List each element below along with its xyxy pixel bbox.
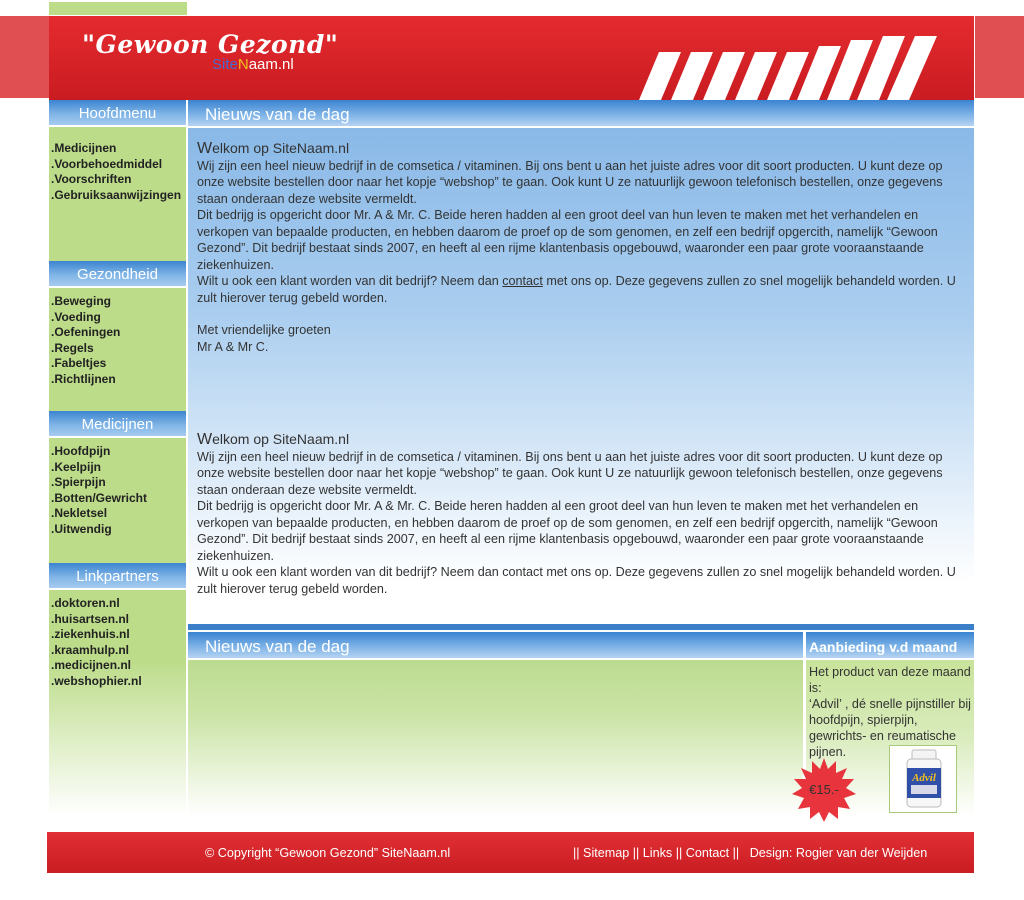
sidebar-link-medicijnen[interactable]: .medicijnen.nl bbox=[51, 658, 132, 673]
article-1-closing: Met vriendelijke groeten bbox=[197, 323, 331, 337]
sidebar-item-voorschriften[interactable]: .Voorschriften bbox=[51, 172, 132, 187]
article-1-welcome: Welkom op SiteNaam.nl bbox=[197, 140, 350, 157]
site-footer bbox=[47, 832, 974, 873]
site-name: SiteNaam.nl bbox=[212, 56, 294, 73]
svg-text:Advil: Advil bbox=[912, 772, 936, 784]
article-2-paragraph-2: Dit bedrijg is opgericht door Mr. A & Mr. C. Beide heren hadden al een groot deel van hun leven te maken met het verhandelen en verkopen van bepaalde producten, en hebben daarom de proef op de som genomen, en zelf een bedrijf opgercith, namelijk “Gewoon Gezond”. Dit bedrijf bestaat sinds 2007, en heeft al een rijme klantenbasis opgebouwd, waaronder een paar grote vooraanstaande ziekenhuizen. bbox=[197, 499, 938, 563]
sidebar-item-beweging[interactable]: .Beweging bbox=[51, 294, 112, 308]
content-divider bbox=[188, 624, 974, 630]
offer-title: Aanbieding v.d maand bbox=[806, 632, 974, 660]
header-stripes-decoration bbox=[629, 16, 969, 100]
sidebar-item-uitwendig[interactable]: .Uitwendig bbox=[51, 521, 112, 536]
sidebar-heading-medicijnen: Medicijnen bbox=[49, 411, 186, 438]
article-1 bbox=[197, 140, 967, 355]
footer-copyright: © Copyright “Gewoon Gezond” SiteNaam.nl bbox=[205, 846, 451, 860]
sidebar-link-huisartsen[interactable]: .huisartsen.nl bbox=[51, 611, 130, 626]
news-section-2 bbox=[188, 632, 803, 816]
sidebar-item-voeding[interactable]: .Voeding bbox=[51, 309, 101, 324]
gezondheid-list bbox=[49, 288, 186, 388]
sidebar-item-medicijnen[interactable]: .Medicijnen bbox=[51, 141, 117, 155]
footer-link-contact[interactable]: Contact bbox=[685, 846, 730, 860]
site-header bbox=[49, 16, 974, 100]
hoofdmenu-list bbox=[49, 127, 186, 203]
sidebar-heading-gezondheid: Gezondheid bbox=[49, 261, 186, 288]
sidebar-item-keelpijn[interactable]: .Keelpijn bbox=[51, 459, 102, 474]
sidebar-item-richtlijnen[interactable]: .Richtlijnen bbox=[51, 371, 116, 386]
left-red-block bbox=[0, 16, 49, 98]
sidebar-item-hoofdpijn[interactable]: .Hoofdpijn bbox=[51, 444, 111, 458]
top-green-tab bbox=[49, 2, 187, 15]
sidebar bbox=[49, 100, 186, 816]
offer-description: Het product van deze maand is: ‘Advil’ , dé snelle pijnstiller bij hoofdpijn, spierpijn, gewrichts- en reumatische pijnen. bbox=[809, 665, 971, 759]
advil-bottle-icon bbox=[890, 746, 956, 812]
price-label: €15.- bbox=[809, 782, 839, 797]
article-1-signature: Mr A & Mr C. bbox=[197, 339, 269, 354]
sidebar-link-webshophier[interactable]: .webshophier.nl bbox=[51, 673, 142, 688]
article-1-paragraph-3: Wilt u ook een klant worden van dit bedrijf? Neem dan contact met ons op. Deze gegevens zullen zo snel mogelijk behandeld worden. U zult hierover terug gebeld worden. bbox=[197, 274, 956, 305]
sidebar-heading-hoofdmenu: Hoofdmenu bbox=[49, 100, 186, 127]
article-2-paragraph-3: Wilt u ook een klant worden van dit bedrijf? Neem dan contact met ons op. Deze gegevens zullen zo snel mogelijk behandeld worden. U zult hierover terug gebeld worden. bbox=[197, 565, 956, 596]
sidebar-item-voorbehoedmiddel[interactable]: .Voorbehoedmiddel bbox=[51, 156, 163, 171]
medicijnen-list bbox=[49, 438, 186, 538]
footer-link-sitemap[interactable]: Sitemap bbox=[583, 846, 630, 860]
article-1-paragraph-1: Wij zijn een heel nieuw bedrijf in de comsetica / vitaminen. Bij ons bent u aan het juiste adres voor dit soort producten. U kunt deze op onze website bestellen door naar het kopje “webshop” te gaan. Ook kunt U ze natuurlijk gewoon telefonisch bestellen, onze gegevens staan onderaan deze website vermeldt. bbox=[197, 158, 943, 206]
sidebar-link-kraamhulp[interactable]: .kraamhulp.nl bbox=[51, 642, 130, 657]
article-2-paragraph-1: Wij zijn een heel nieuw bedrijf in de comsetica / vitaminen. Bij ons bent u aan het juiste adres voor dit soort producten. U kunt deze op onze website bestellen door naar het kopje “webshop” te gaan. Ook kunt U ze natuurlijk gewoon telefonisch bestellen, onze gegevens staan onderaan deze website vermeldt. bbox=[197, 449, 943, 497]
news-section-2-title: Nieuws van de dag bbox=[188, 632, 803, 660]
footer-design-credit: Design: Rogier van der Weijden bbox=[749, 846, 928, 860]
sidebar-link-ziekenhuis[interactable]: .ziekenhuis.nl bbox=[51, 627, 130, 642]
article-1-paragraph-2: Dit bedrijg is opgericht door Mr. A & Mr. C. Beide heren hadden al een groot deel van hun leven te maken met het verhandelen en verkopen van bepaalde producten, en hebben daarom de proef op de som genomen, en zelf een bedrijf opgercith, namelijk “Gewoon Gezond”. Dit bedrijf bestaat sinds 2007, en heeft al een rijme klantenbasis opgebouwd, waaronder een paar grote vooraanstaande ziekenhuizen. bbox=[197, 208, 938, 272]
sidebar-item-gebruiksaanwijzingen[interactable]: .Gebruiksaanwijzingen bbox=[51, 187, 182, 202]
sidebar-heading-linkpartners: Linkpartners bbox=[49, 563, 186, 590]
sidebar-item-spierpijn[interactable]: .Spierpijn bbox=[51, 475, 106, 490]
main-title: Nieuws van de dag bbox=[188, 100, 974, 128]
linkpartners-list bbox=[49, 590, 186, 690]
main-content bbox=[188, 100, 974, 625]
offer-panel bbox=[806, 632, 974, 816]
sidebar-item-fabeltjes[interactable]: .Fabeltjes bbox=[51, 356, 107, 371]
footer-link-links[interactable]: Links bbox=[642, 846, 673, 860]
contact-link[interactable]: contact bbox=[502, 274, 543, 288]
sidebar-link-doktoren[interactable]: .doktoren.nl bbox=[51, 596, 120, 610]
advil-link[interactable]: Advil bbox=[811, 697, 840, 711]
article-2-welcome: Welkom op SiteNaam.nl bbox=[197, 431, 350, 448]
product-image[interactable] bbox=[889, 745, 957, 813]
sidebar-item-botten-gewricht[interactable]: .Botten/Gewricht bbox=[51, 490, 148, 505]
article-2 bbox=[197, 431, 967, 597]
sidebar-item-oefeningen[interactable]: .Oefeningen bbox=[51, 325, 121, 340]
footer-links: || Sitemap || Links || Contact || Design: Rogier van der Weijden bbox=[573, 846, 928, 860]
site-logo[interactable]: "Gewoon Gezond" bbox=[82, 30, 339, 59]
sidebar-item-nekletsel[interactable]: .Nekletsel bbox=[51, 506, 108, 521]
right-red-block bbox=[975, 16, 1024, 98]
sidebar-item-regels[interactable]: .Regels bbox=[51, 340, 94, 355]
